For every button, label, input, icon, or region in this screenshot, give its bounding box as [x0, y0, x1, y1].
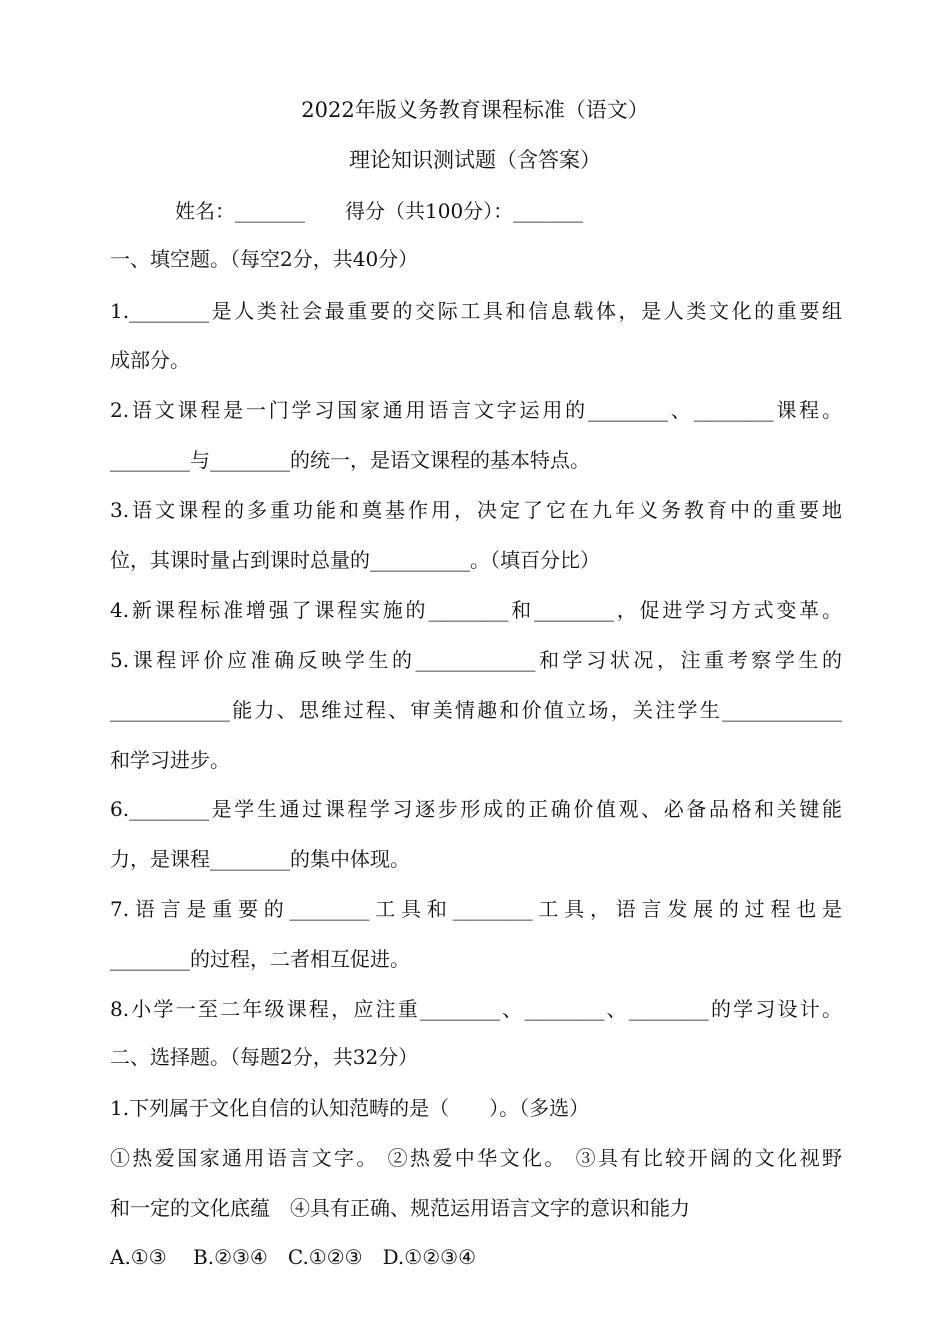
title-line-2: 理论知识测试题（含答案） [349, 148, 601, 172]
section-1-heading: 一、填空题。（每空2分，共40分） [110, 247, 419, 271]
question-5-line-1: 5.课程评价应准确反映学生的____________和学习状况，注重考察学生的 [110, 648, 842, 672]
question-2-line-1: 2.语文课程是一门学习国家通用语言文字运用的________、________课程。 [110, 398, 842, 422]
choice-question-1-items-line-2: 和一定的文化底蕴 ④具有正确、规范运用语言文字的意识和能力 [110, 1196, 690, 1220]
title-line-1: 2022年版义务教育课程标准（语文） [301, 98, 649, 122]
name-score-line: 姓名：_______ 得分（共100分）：_______ [175, 199, 584, 223]
question-1-line-1: 1.________是人类社会最重要的交际工具和信息载体，是人类文化的重要组 [110, 299, 842, 323]
question-7-line-1: 7.语言是重要的________工具和________工具，语言发展的过程也是 [110, 897, 842, 921]
question-2-line-2: ________与________的统一，是语文课程的基本特点。 [110, 448, 590, 472]
choice-question-1-items-line-1: ①热爱国家通用语言文字。 ②热爱中华文化。 ③具有比较开阔的文化视野 [110, 1146, 842, 1170]
question-8-line-1: 8.小学一至二年级课程，应注重________、________、________的学习设计。 [110, 997, 842, 1021]
choice-question-1-options: A.①③ B.②③④ C.①②③ D.①②③④ [110, 1245, 476, 1269]
question-3-line-1: 3.语文课程的多重功能和奠基作用，决定了它在九年义务教育中的重要地 [110, 498, 842, 522]
question-6-line-1: 6.________是学生通过课程学习逐步形成的正确价值观、必备品格和关键能 [110, 797, 842, 821]
section-2-heading: 二、选择题。（每题2分，共32分） [110, 1045, 419, 1069]
question-5-line-3: 和学习进步。 [110, 748, 230, 772]
question-4-line-1: 4.新课程标准增强了课程实施的________和________，促进学习方式变革。 [110, 598, 842, 622]
question-7-line-2: ________的过程，二者相互促进。 [110, 947, 410, 971]
question-5-line-2: ____________能力、思维过程、审美情趣和价值立场，关注学生____________ [110, 698, 842, 722]
question-3-line-2: 位，其课时量占到课时总量的__________。（填百分比） [110, 548, 600, 572]
question-6-line-2: 力，是课程________的集中体现。 [110, 847, 410, 871]
question-1-line-2: 成部分。 [110, 348, 190, 372]
choice-question-1-stem: 1.下列属于文化自信的认知范畴的是（ ）。（多选） [110, 1096, 590, 1120]
